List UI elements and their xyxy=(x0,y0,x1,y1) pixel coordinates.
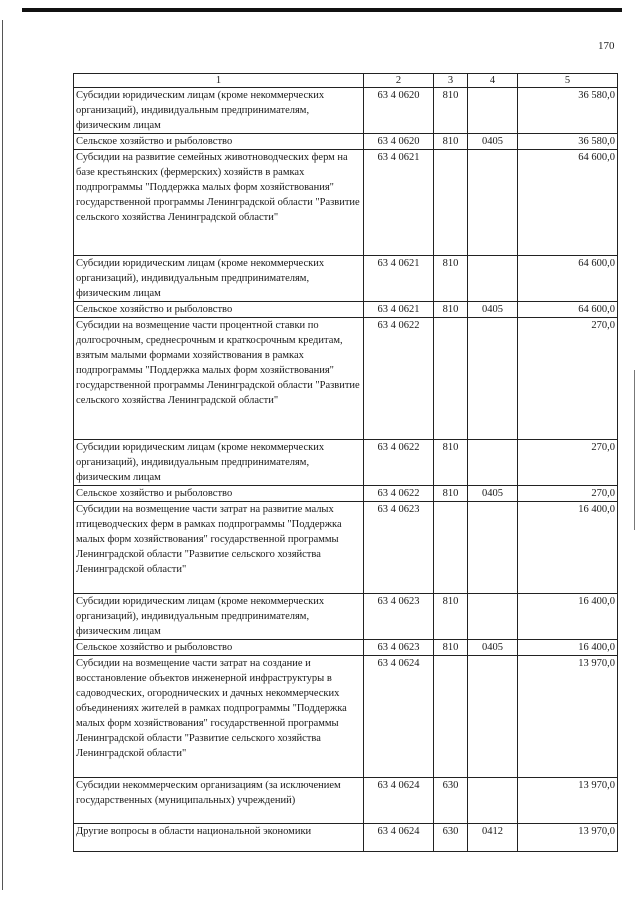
cell-sum: 270,0 xyxy=(518,440,618,486)
cell-expense-type: 810 xyxy=(434,440,468,486)
table-row xyxy=(74,502,618,594)
cell-name: Субсидии юридическим лицам (кроме некоммерческих организаций), индивидуальным предпринимателям, физическим лицам xyxy=(74,88,364,134)
cell-expense-type: 810 xyxy=(434,302,468,318)
cell-name: Субсидии юридическим лицам (кроме некоммерческих организаций), индивидуальным предпринимателям, физическим лицам xyxy=(74,440,364,486)
cell-sum: 64 600,0 xyxy=(518,302,618,318)
cell-expense-type xyxy=(434,150,468,256)
cell-code: 63 4 0621 xyxy=(364,302,434,318)
header-col-5: 5 xyxy=(518,74,618,88)
cell-code: 63 4 0623 xyxy=(364,640,434,656)
budget-table xyxy=(73,73,618,852)
cell-section: 0405 xyxy=(468,640,518,656)
cell-section: 0405 xyxy=(468,134,518,150)
cell-expense-type xyxy=(434,318,468,440)
table-row xyxy=(74,88,618,134)
cell-name: Сельское хозяйство и рыболовство xyxy=(74,302,364,318)
header-col-1: 1 xyxy=(74,74,364,88)
cell-code: 63 4 0620 xyxy=(364,88,434,134)
left-margin-rule xyxy=(2,20,3,890)
cell-sum: 36 580,0 xyxy=(518,88,618,134)
cell-name: Субсидии на возмещение части затрат на развитие малых птицеводческих ферм в рамках подпрограммы "Поддержка малых форм хозяйствования" государственной программы Ленинградской области "Развитие сельского хозяйства Ленинградской области" xyxy=(74,502,364,594)
cell-sum: 16 400,0 xyxy=(518,640,618,656)
header-col-3: 3 xyxy=(434,74,468,88)
table-row xyxy=(74,256,618,302)
cell-name: Субсидии юридическим лицам (кроме некоммерческих организаций), индивидуальным предпринимателям, физическим лицам xyxy=(74,256,364,302)
page-number: 170 xyxy=(598,40,615,52)
cell-code: 63 4 0622 xyxy=(364,486,434,502)
cell-expense-type: 810 xyxy=(434,486,468,502)
cell-section xyxy=(468,440,518,486)
cell-section: 0412 xyxy=(468,824,518,852)
cell-name: Субсидии юридическим лицам (кроме некоммерческих организаций), индивидуальным предпринимателям, физическим лицам xyxy=(74,594,364,640)
cell-section: 0405 xyxy=(468,486,518,502)
cell-name: Другие вопросы в области национальной экономики xyxy=(74,824,364,852)
table-row xyxy=(74,302,618,318)
cell-code: 63 4 0623 xyxy=(364,502,434,594)
cell-code: 63 4 0622 xyxy=(364,318,434,440)
cell-sum: 13 970,0 xyxy=(518,778,618,824)
table-row xyxy=(74,640,618,656)
table-row xyxy=(74,150,618,256)
cell-code: 63 4 0624 xyxy=(364,656,434,778)
cell-section xyxy=(468,256,518,302)
cell-sum: 16 400,0 xyxy=(518,502,618,594)
cell-code: 63 4 0624 xyxy=(364,824,434,852)
cell-expense-type: 630 xyxy=(434,824,468,852)
cell-sum: 36 580,0 xyxy=(518,134,618,150)
top-rule xyxy=(22,8,622,12)
cell-name: Сельское хозяйство и рыболовство xyxy=(74,640,364,656)
cell-section xyxy=(468,594,518,640)
cell-name: Сельское хозяйство и рыболовство xyxy=(74,134,364,150)
cell-name: Субсидии на развитие семейных животноводческих ферм на базе крестьянских (фермерских) хозяйств в рамках подпрограммы "Поддержка малых форм хозяйствования" государственной программы Ленинградской области "Развитие сельского хозяйства Ленинградской области" xyxy=(74,150,364,256)
cell-expense-type xyxy=(434,656,468,778)
cell-sum: 13 970,0 xyxy=(518,656,618,778)
table-row xyxy=(74,824,618,852)
cell-section xyxy=(468,88,518,134)
table-row xyxy=(74,440,618,486)
cell-section xyxy=(468,778,518,824)
cell-section xyxy=(468,656,518,778)
cell-sum: 16 400,0 xyxy=(518,594,618,640)
header-col-2: 2 xyxy=(364,74,434,88)
cell-sum: 270,0 xyxy=(518,486,618,502)
cell-code: 63 4 0620 xyxy=(364,134,434,150)
cell-expense-type: 810 xyxy=(434,640,468,656)
cell-code: 63 4 0622 xyxy=(364,440,434,486)
cell-expense-type: 810 xyxy=(434,256,468,302)
table-row xyxy=(74,778,618,824)
cell-expense-type xyxy=(434,502,468,594)
cell-section: 0405 xyxy=(468,302,518,318)
cell-name: Субсидии некоммерческим организациям (за исключением государственных (муниципальных) учреждений) xyxy=(74,778,364,824)
cell-expense-type: 810 xyxy=(434,594,468,640)
cell-sum: 64 600,0 xyxy=(518,150,618,256)
table-row xyxy=(74,134,618,150)
cell-name: Субсидии на возмещение части затрат на создание и восстановление объектов инженерной инфраструктуры в садоводческих, огороднических и дачных некоммерческих объединениях жителей в рамках подпрограммы "Поддержка малых форм хозяйствования" государственной программы Ленинградской области "Развитие сельского хозяйства Ленинградской области" xyxy=(74,656,364,778)
cell-code: 63 4 0624 xyxy=(364,778,434,824)
cell-code: 63 4 0623 xyxy=(364,594,434,640)
budget-table-body xyxy=(74,74,618,852)
table-row xyxy=(74,486,618,502)
header-col-4: 4 xyxy=(468,74,518,88)
cell-expense-type: 630 xyxy=(434,778,468,824)
cell-section xyxy=(468,502,518,594)
cell-code: 63 4 0621 xyxy=(364,150,434,256)
header-row xyxy=(74,74,618,88)
cell-code: 63 4 0621 xyxy=(364,256,434,302)
cell-name: Сельское хозяйство и рыболовство xyxy=(74,486,364,502)
cell-expense-type: 810 xyxy=(434,134,468,150)
cell-name: Субсидии на возмещение части процентной ставки по долгосрочным, среднесрочным и краткосрочным кредитам, взятым малыми формами хозяйствования в рамках подпрограммы "Поддержка малых форм хозяйствования" государственной программы Ленинградской области "Развитие сельского хозяйства Ленинградской области" xyxy=(74,318,364,440)
table-row xyxy=(74,318,618,440)
cell-sum: 13 970,0 xyxy=(518,824,618,852)
right-margin-rule xyxy=(634,370,635,530)
cell-sum: 64 600,0 xyxy=(518,256,618,302)
table-row xyxy=(74,656,618,778)
cell-section xyxy=(468,150,518,256)
cell-sum: 270,0 xyxy=(518,318,618,440)
table-row xyxy=(74,594,618,640)
cell-expense-type: 810 xyxy=(434,88,468,134)
cell-section xyxy=(468,318,518,440)
